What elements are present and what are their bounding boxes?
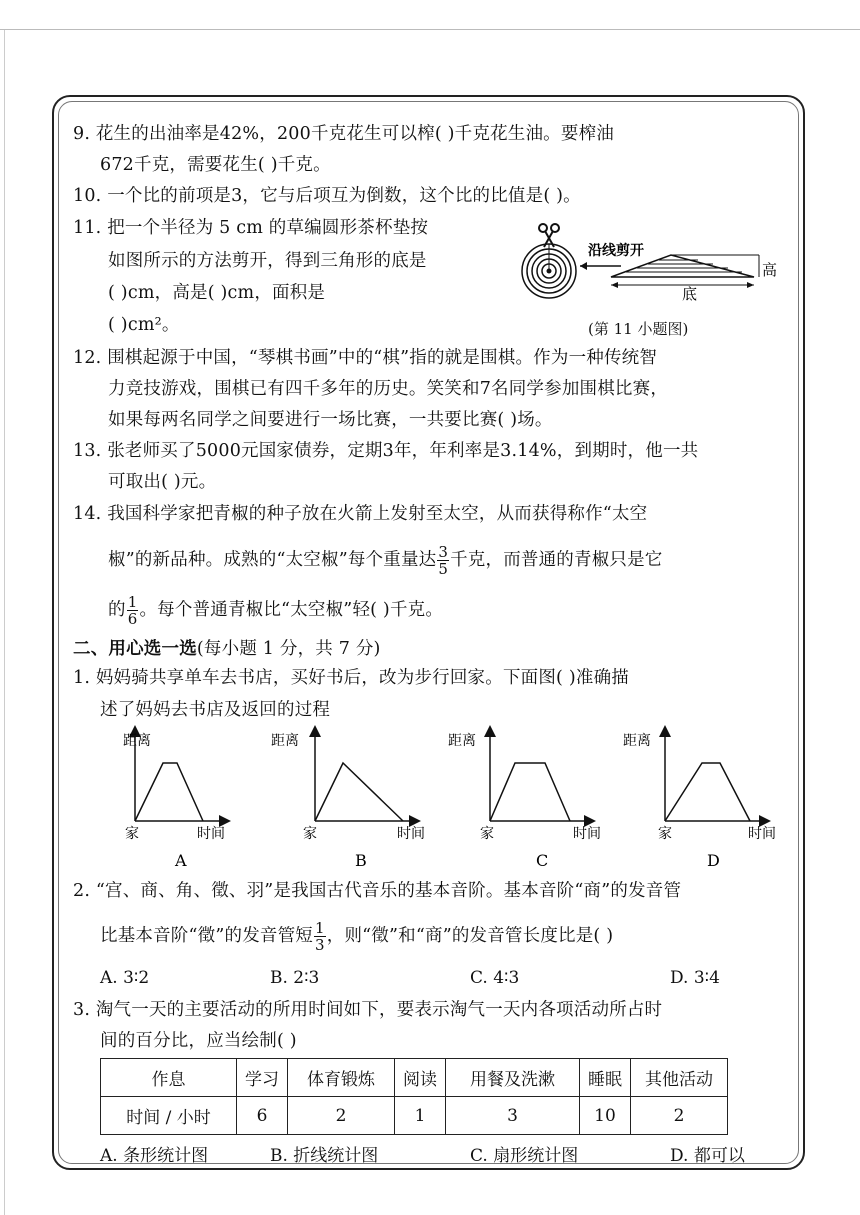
table-cell: 10 (580, 1097, 631, 1135)
cut-arrow (580, 262, 621, 270)
table-header-cell: 睡眠 (580, 1059, 631, 1097)
table-header-cell: 学习 (237, 1059, 288, 1097)
section2-note: (每小题 1 分，共 7 分) (196, 639, 381, 659)
graph-c-x-label: 时间 (573, 826, 601, 842)
height-label: 高 (762, 261, 778, 279)
q12-line3: 如果每两名同学之间要进行一场比赛，一共要比赛( )场。 (108, 410, 553, 430)
base-label: 底 (682, 285, 698, 303)
table-row (101, 1097, 728, 1135)
graph-d-x-label: 时间 (748, 826, 776, 842)
activity-table (100, 1058, 728, 1135)
graph-a-y-label: 距离 (123, 733, 151, 749)
c1-line2: 述了妈妈去书店及返回的过程 (100, 700, 331, 720)
table-cell: 6 (237, 1097, 288, 1135)
table-cell: 2 (288, 1097, 395, 1135)
q14-line3 (108, 594, 443, 627)
q14-line3-a: 的 (108, 600, 126, 620)
graph-a-x-label: 时间 (197, 826, 225, 842)
q14-line3-b: 。每个普通青椒比“太空椒”轻( )千克。 (139, 600, 444, 620)
q14-line1: 14. 我国科学家把青椒的种子放在火箭上发射至太空，从而获得称作“太空 (73, 504, 648, 524)
graph-d-origin: 家 (658, 826, 672, 842)
table-cell: 2 (631, 1097, 728, 1135)
q11-line4: ( )cm²。 (108, 315, 180, 335)
q14-line2-a: 椒”的新品种。成熟的“太空椒”每个重量达 (108, 550, 437, 570)
graph-c-origin: 家 (480, 826, 494, 842)
q13-line1: 13. 张老师买了5000元国家债券，定期3年，年利率是3.14%，到期时，他一共 (73, 441, 699, 461)
graph-b-x-label: 时间 (397, 826, 425, 842)
q11-line1: 11. 把一个半径为 5 cm 的草编圆形茶杯垫按 (73, 218, 429, 238)
q12-line1: 12. 围棋起源于中国，“琴棋书画”中的“棋”指的就是围棋。作为一种传统智 (73, 348, 658, 368)
c2-option-d: D. 3∶4 (670, 968, 720, 988)
table-header-cell: 用餐及洗漱 (446, 1059, 580, 1097)
table-cell: 时间 / 小时 (101, 1097, 237, 1135)
c2-line2-b: ，则“徵”和“商”的发音管长度比是( ) (326, 926, 614, 946)
c3-option-a: A. 条形统计图 (100, 1146, 209, 1166)
q9-line1: 9. 花生的出油率是42%，200千克花生可以榨( )千克花生油。要榨油 (73, 124, 614, 144)
q11-line3: ( )cm，高是( )cm，面积是 (108, 283, 326, 303)
q11-caption: (第 11 小题图) (588, 320, 689, 338)
page-left-edge (4, 30, 5, 1215)
fraction-three-fifths (437, 544, 449, 577)
table-cell: 1 (395, 1097, 446, 1135)
table-cell: 3 (446, 1097, 580, 1135)
section2-heading (73, 636, 381, 662)
c3-option-b: B. 折线统计图 (270, 1146, 379, 1166)
page-top-edge (0, 29, 860, 30)
c3-option-d: D. 都可以 (670, 1146, 745, 1166)
q11-line2: 如图所示的方法剪开，得到三角形的底是 (108, 251, 427, 271)
c3-option-c: C. 扇形统计图 (470, 1146, 579, 1166)
graph-c-letter: C (536, 851, 549, 870)
fraction-one-sixth (127, 594, 139, 627)
q12-line2: 力竞技游戏，围棋已有四千多年的历史。笑笑和7名同学参加围棋比赛， (108, 379, 669, 399)
q14-line2-b: 千克，而普通的青椒只是它 (450, 550, 663, 570)
c2-line1: 2. “宫、商、角、徵、羽”是我国古代音乐的基本音阶。基本音阶“商”的发音管 (73, 881, 682, 901)
graph-b-y-label: 距离 (271, 733, 299, 749)
c1-line1: 1. 妈妈骑共享单车去书店，买好书后，改为步行回家。下面图( )准确描 (73, 668, 629, 688)
graph-d (623, 731, 776, 870)
fraction-numerator: 3 (438, 543, 449, 561)
graph-d-letter: D (707, 851, 720, 870)
graph-b-letter: B (355, 851, 367, 870)
section2-title: 二、用心选一选 (73, 639, 197, 659)
q9-line2: 672千克，需要花生( )千克。 (100, 155, 331, 175)
table-header-cell: 体育锻炼 (288, 1059, 395, 1097)
cut-label: 沿线剪开 (588, 243, 644, 259)
table-header-cell: 作息 (101, 1059, 237, 1097)
graph-a (123, 731, 225, 870)
table-header-cell: 阅读 (395, 1059, 446, 1097)
c2-option-b: B. 2∶3 (270, 968, 320, 988)
q14-line2 (108, 544, 663, 577)
q13-line2: 可取出( )元。 (108, 472, 217, 492)
fraction-denominator: 3 (315, 936, 325, 954)
fraction-denominator: 5 (438, 560, 449, 578)
q11-figure (516, 215, 786, 315)
fraction-numerator: 1 (315, 919, 325, 937)
c2-line2-a: 比基本音阶“徵”的发音管短 (100, 926, 313, 946)
table-header-row (101, 1059, 728, 1097)
graph-b (271, 731, 425, 870)
graph-a-origin: 家 (125, 826, 139, 842)
q10-line: 10. 一个比的前项是3，它与后项互为倒数，这个比的比值是( )。 (73, 186, 581, 206)
graph-a-letter: A (175, 851, 187, 870)
c3-line1: 3. 淘气一天的主要活动的所用时间如下，要表示淘气一天内各项活动所占时 (73, 1000, 663, 1020)
fraction-denominator: 6 (127, 610, 138, 628)
fraction-one-third (314, 920, 326, 953)
coaster-circle (522, 244, 576, 298)
table-header-cell: 其他活动 (631, 1059, 728, 1097)
fraction-numerator: 1 (127, 593, 138, 611)
graphs-row (115, 725, 795, 875)
graph-d-y-label: 距离 (623, 733, 651, 749)
c2-option-a: A. 3∶2 (100, 968, 150, 988)
graph-c-y-label: 距离 (448, 733, 476, 749)
c2-option-c: C. 4∶3 (470, 968, 520, 988)
graph-c (448, 731, 601, 870)
graph-b-origin: 家 (303, 826, 317, 842)
triangle-shape (611, 255, 759, 288)
c3-line2: 间的百分比，应当绘制( ) (100, 1031, 297, 1051)
c2-line2 (100, 920, 613, 953)
